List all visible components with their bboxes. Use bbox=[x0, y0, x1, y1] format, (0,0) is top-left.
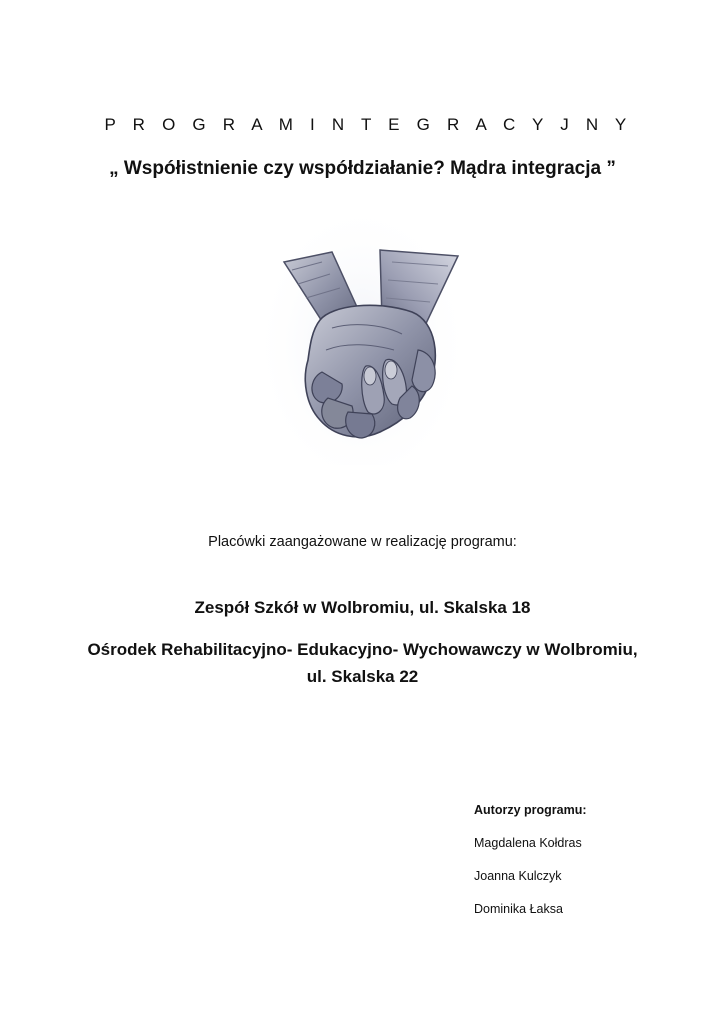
program-subtitle: „ Współistnienie czy współdziałanie? Mądra integracja ” bbox=[109, 158, 616, 179]
authors-heading: Autorzy programu: bbox=[474, 803, 587, 817]
holding-hands-icon bbox=[262, 200, 462, 465]
author-name: Magdalena Kołdras bbox=[474, 836, 582, 850]
institutions-label: Placówki zaangażowane w realizację programu: bbox=[208, 534, 517, 550]
center-name: Ośrodek Rehabilitacyjno- Edukacyjno- Wychowawczy w Wolbromiu, bbox=[87, 640, 638, 659]
author-name: Dominika Łaksa bbox=[474, 902, 563, 916]
author-name: Joanna Kulczyk bbox=[474, 869, 562, 883]
center-address: ul. Skalska 22 bbox=[306, 667, 419, 686]
program-title: P R O G R A M I N T E G R A C Y J N Y bbox=[104, 115, 633, 134]
school-name: Zespół Szkół w Wolbromiu, ul. Skalska 18 bbox=[194, 598, 531, 617]
